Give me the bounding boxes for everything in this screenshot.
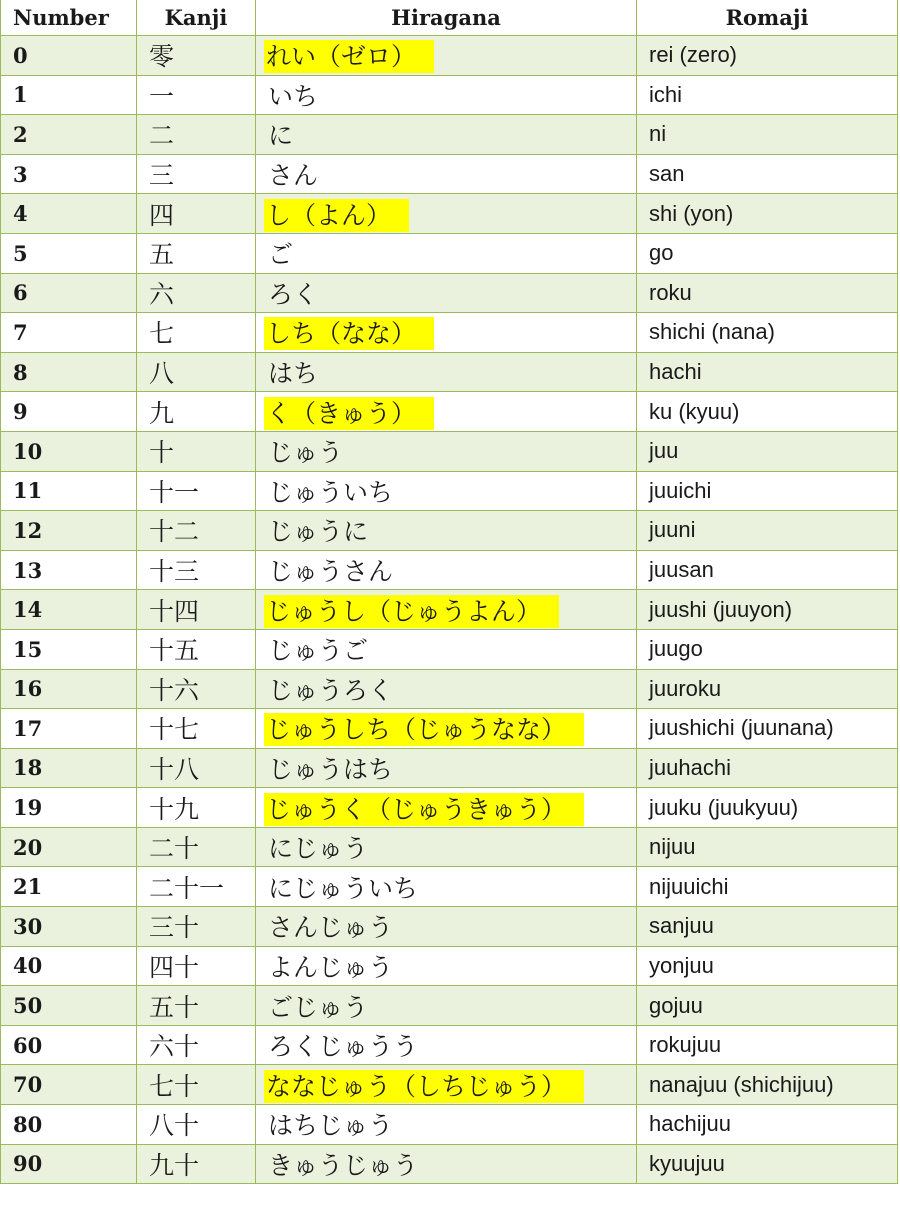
table-row xyxy=(1,431,898,471)
hiragana-highlight: れい（ゼロ） xyxy=(264,40,434,73)
number-cell: 15 xyxy=(1,629,137,669)
hiragana-cell xyxy=(256,431,637,471)
number-cell: 9 xyxy=(1,392,137,432)
kanji-cell: 八十 xyxy=(137,1105,256,1145)
kanji-cell: 四十 xyxy=(137,946,256,986)
hiragana-cell xyxy=(256,867,637,907)
table-row xyxy=(1,1065,898,1105)
hiragana-highlight: じゅうく（じゅうきゅう） xyxy=(264,793,584,826)
kanji-cell: 十四 xyxy=(137,590,256,630)
hiragana-text: にじゅう xyxy=(268,834,369,864)
kanji-cell: 二十一 xyxy=(137,867,256,907)
hiragana-cell xyxy=(256,154,637,194)
number-cell: 2 xyxy=(1,115,137,155)
hiragana-cell xyxy=(256,392,637,432)
hiragana-cell xyxy=(256,669,637,709)
hiragana-cell xyxy=(256,511,637,551)
header-number: Number xyxy=(1,0,137,36)
romaji-cell: juuku (juukyuu) xyxy=(637,788,898,828)
number-cell: 12 xyxy=(1,511,137,551)
table-row xyxy=(1,115,898,155)
kanji-cell: 零 xyxy=(137,36,256,76)
kanji-cell: 三十 xyxy=(137,907,256,947)
hiragana-cell xyxy=(256,273,637,313)
romaji-cell: nijuuichi xyxy=(637,867,898,907)
romaji-cell: nijuu xyxy=(637,827,898,867)
table-row xyxy=(1,511,898,551)
kanji-cell: 九十 xyxy=(137,1144,256,1184)
hiragana-text: ごじゅう xyxy=(268,992,369,1022)
kanji-cell: 七 xyxy=(137,313,256,353)
kanji-cell: 十三 xyxy=(137,550,256,590)
hiragana-cell xyxy=(256,1105,637,1145)
romaji-cell: juusan xyxy=(637,550,898,590)
kanji-cell: 二 xyxy=(137,115,256,155)
number-cell: 1 xyxy=(1,75,137,115)
romaji-cell: rokujuu xyxy=(637,1025,898,1065)
hiragana-text: はちじゅう xyxy=(268,1111,394,1141)
hiragana-text: に xyxy=(268,121,294,151)
hiragana-text: はち xyxy=(268,359,319,389)
hiragana-highlight: じゅうしち（じゅうなな） xyxy=(264,713,584,746)
number-cell: 80 xyxy=(1,1105,137,1145)
table-row xyxy=(1,709,898,749)
romaji-cell: juushichi (juunana) xyxy=(637,709,898,749)
table-body xyxy=(1,36,898,1184)
number-cell: 50 xyxy=(1,986,137,1026)
romaji-cell: rei (zero) xyxy=(637,36,898,76)
kanji-cell: 七十 xyxy=(137,1065,256,1105)
table-row xyxy=(1,352,898,392)
table-row xyxy=(1,946,898,986)
romaji-cell: go xyxy=(637,233,898,273)
hiragana-text: いち xyxy=(268,81,319,111)
romaji-cell: juuhachi xyxy=(637,748,898,788)
table-row xyxy=(1,154,898,194)
hiragana-cell xyxy=(256,194,637,234)
hiragana-text: じゅうさん xyxy=(268,557,394,587)
hiragana-cell xyxy=(256,1144,637,1184)
hiragana-text: ろく xyxy=(268,279,319,309)
hiragana-cell xyxy=(256,550,637,590)
hiragana-cell xyxy=(256,907,637,947)
table-row xyxy=(1,907,898,947)
romaji-cell: ni xyxy=(637,115,898,155)
number-cell: 70 xyxy=(1,1065,137,1105)
romaji-cell: juugo xyxy=(637,629,898,669)
romaji-cell: ku (kyuu) xyxy=(637,392,898,432)
romaji-cell: hachijuu xyxy=(637,1105,898,1145)
romaji-cell: yonjuu xyxy=(637,946,898,986)
table-row xyxy=(1,233,898,273)
hiragana-text: じゅう xyxy=(268,438,344,468)
number-cell: 20 xyxy=(1,827,137,867)
hiragana-highlight: しち（なな） xyxy=(264,317,434,350)
number-cell: 14 xyxy=(1,590,137,630)
hiragana-cell xyxy=(256,36,637,76)
hiragana-cell xyxy=(256,233,637,273)
table-row xyxy=(1,748,898,788)
kanji-cell: 四 xyxy=(137,194,256,234)
hiragana-cell xyxy=(256,590,637,630)
number-cell: 4 xyxy=(1,194,137,234)
table-header xyxy=(1,0,898,36)
table-row xyxy=(1,313,898,353)
kanji-cell: 十 xyxy=(137,431,256,471)
table-row xyxy=(1,867,898,907)
hiragana-cell xyxy=(256,946,637,986)
header-hiragana: Hiragana xyxy=(256,0,637,36)
table-row xyxy=(1,194,898,234)
table-row xyxy=(1,1025,898,1065)
kanji-cell: 六十 xyxy=(137,1025,256,1065)
hiragana-text: さん xyxy=(268,161,319,191)
number-cell: 60 xyxy=(1,1025,137,1065)
hiragana-text: じゅうに xyxy=(268,517,369,547)
kanji-cell: 六 xyxy=(137,273,256,313)
romaji-cell: roku xyxy=(637,273,898,313)
hiragana-text: よんじゅう xyxy=(268,952,394,982)
table-row xyxy=(1,669,898,709)
number-cell: 11 xyxy=(1,471,137,511)
number-cell: 30 xyxy=(1,907,137,947)
hiragana-text: じゅうはち xyxy=(268,754,394,784)
number-cell: 90 xyxy=(1,1144,137,1184)
hiragana-cell xyxy=(256,471,637,511)
romaji-cell: juu xyxy=(637,431,898,471)
kanji-cell: 十九 xyxy=(137,788,256,828)
romaji-cell: juuichi xyxy=(637,471,898,511)
number-cell: 21 xyxy=(1,867,137,907)
table-row xyxy=(1,590,898,630)
romaji-cell: sanjuu xyxy=(637,907,898,947)
hiragana-text: じゅうご xyxy=(268,636,369,666)
hiragana-highlight: ななじゅう（しちじゅう） xyxy=(264,1070,584,1103)
hiragana-text: にじゅういち xyxy=(268,873,419,903)
hiragana-highlight: く（きゅう） xyxy=(264,397,434,430)
hiragana-cell xyxy=(256,352,637,392)
number-cell: 3 xyxy=(1,154,137,194)
hiragana-text: きゅうじゅう xyxy=(268,1150,419,1180)
header-kanji: Kanji xyxy=(137,0,256,36)
kanji-cell: 八 xyxy=(137,352,256,392)
romaji-cell: nanajuu (shichijuu) xyxy=(637,1065,898,1105)
romaji-cell: ichi xyxy=(637,75,898,115)
kanji-cell: 九 xyxy=(137,392,256,432)
kanji-cell: 一 xyxy=(137,75,256,115)
romaji-cell: juuni xyxy=(637,511,898,551)
table-row xyxy=(1,471,898,511)
table-row xyxy=(1,827,898,867)
kanji-cell: 五 xyxy=(137,233,256,273)
kanji-cell: 三 xyxy=(137,154,256,194)
kanji-cell: 十七 xyxy=(137,709,256,749)
table-row xyxy=(1,986,898,1026)
hiragana-text: ろくじゅうう xyxy=(268,1032,419,1062)
hiragana-cell xyxy=(256,115,637,155)
table-row xyxy=(1,392,898,432)
kanji-cell: 二十 xyxy=(137,827,256,867)
number-cell: 17 xyxy=(1,709,137,749)
hiragana-cell xyxy=(256,748,637,788)
number-cell: 10 xyxy=(1,431,137,471)
number-cell: 7 xyxy=(1,313,137,353)
table-row xyxy=(1,1144,898,1184)
kanji-cell: 五十 xyxy=(137,986,256,1026)
number-cell: 16 xyxy=(1,669,137,709)
hiragana-text: じゅうろく xyxy=(268,675,394,705)
hiragana-cell xyxy=(256,75,637,115)
hiragana-highlight: じゅうし（じゅうよん） xyxy=(264,595,559,628)
table-row xyxy=(1,1105,898,1145)
hiragana-text: ご xyxy=(268,240,294,270)
table-row xyxy=(1,788,898,828)
romaji-cell: kyuujuu xyxy=(637,1144,898,1184)
header-romaji: Romaji xyxy=(637,0,898,36)
number-cell: 0 xyxy=(1,36,137,76)
header-row xyxy=(1,0,898,36)
romaji-cell: gojuu xyxy=(637,986,898,1026)
kanji-cell: 十五 xyxy=(137,629,256,669)
number-cell: 19 xyxy=(1,788,137,828)
table-row xyxy=(1,550,898,590)
hiragana-text: さんじゅう xyxy=(268,913,394,943)
hiragana-cell xyxy=(256,1065,637,1105)
table-row xyxy=(1,75,898,115)
hiragana-cell xyxy=(256,827,637,867)
hiragana-text: じゅういち xyxy=(268,477,394,507)
hiragana-cell xyxy=(256,709,637,749)
romaji-cell: san xyxy=(637,154,898,194)
number-cell: 40 xyxy=(1,946,137,986)
table-row xyxy=(1,629,898,669)
romaji-cell: juushi (juuyon) xyxy=(637,590,898,630)
number-cell: 6 xyxy=(1,273,137,313)
kanji-cell: 十八 xyxy=(137,748,256,788)
romaji-cell: hachi xyxy=(637,352,898,392)
hiragana-cell xyxy=(256,1025,637,1065)
hiragana-cell xyxy=(256,313,637,353)
kanji-cell: 十六 xyxy=(137,669,256,709)
hiragana-highlight: し（よん） xyxy=(264,199,409,232)
table-row xyxy=(1,36,898,76)
number-cell: 5 xyxy=(1,233,137,273)
hiragana-cell xyxy=(256,986,637,1026)
number-cell: 8 xyxy=(1,352,137,392)
kanji-cell: 十一 xyxy=(137,471,256,511)
romaji-cell: shichi (nana) xyxy=(637,313,898,353)
romaji-cell: shi (yon) xyxy=(637,194,898,234)
number-cell: 18 xyxy=(1,748,137,788)
hiragana-cell xyxy=(256,788,637,828)
hiragana-cell xyxy=(256,629,637,669)
kanji-cell: 十二 xyxy=(137,511,256,551)
romaji-cell: juuroku xyxy=(637,669,898,709)
table-row xyxy=(1,273,898,313)
number-cell: 13 xyxy=(1,550,137,590)
